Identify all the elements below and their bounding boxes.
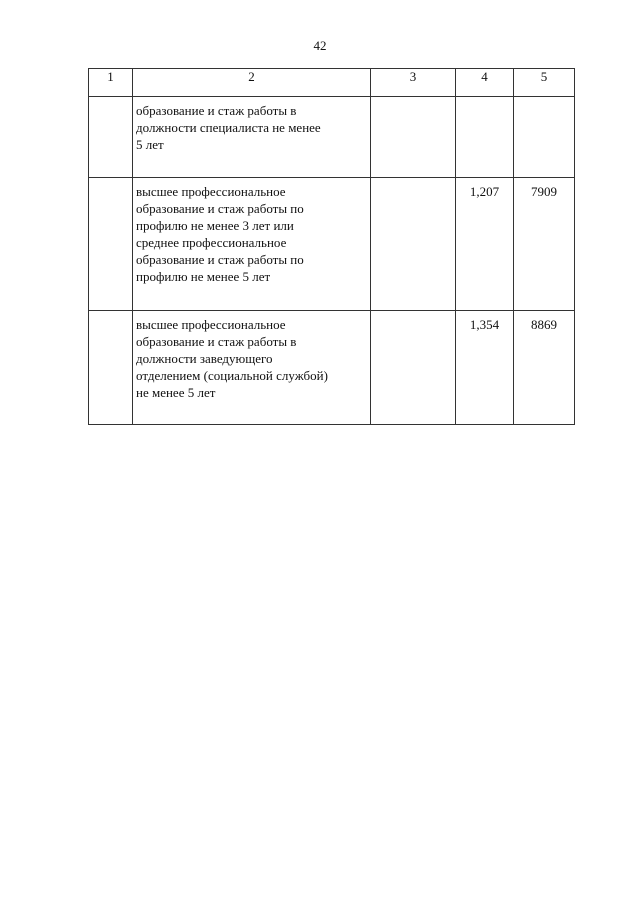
table-row	[89, 97, 575, 178]
cell-requirement	[133, 178, 371, 311]
salary-value: 8869	[531, 317, 557, 332]
header-col-5: 5	[514, 69, 575, 97]
table-row	[89, 178, 575, 311]
salary-table	[88, 68, 575, 425]
cell-coefficient	[456, 178, 514, 311]
table-header-row	[89, 69, 575, 97]
requirement-text: образование и стаж работы в должности специалиста не менее 5 лет	[136, 103, 321, 152]
cell-col-1	[89, 97, 133, 178]
header-col-2: 2	[133, 69, 371, 97]
requirement-text: высшее профессиональное образование и стаж работы в должности заведующего отделением (социальной службой) не менее 5 лет	[136, 317, 328, 400]
cell-col-3	[371, 178, 456, 311]
cell-requirement	[133, 97, 371, 178]
coefficient-value: 1,207	[469, 184, 500, 199]
cell-requirement	[133, 311, 371, 425]
cell-salary	[514, 97, 575, 178]
cell-salary	[514, 311, 575, 425]
header-col-1: 1	[89, 69, 133, 97]
table-row	[89, 311, 575, 425]
salary-value: 7909	[531, 184, 557, 199]
cell-col-1	[89, 311, 133, 425]
requirement-text: высшее профессиональное образование и стаж работы по профилю не менее 3 лет или среднее профессиональное образование и стаж работы по профилю не менее 5 лет	[136, 184, 304, 284]
cell-col-1	[89, 178, 133, 311]
cell-coefficient	[456, 97, 514, 178]
cell-col-3	[371, 311, 456, 425]
header-col-3: 3	[371, 69, 456, 97]
cell-salary	[514, 178, 575, 311]
header-col-4: 4	[456, 69, 514, 97]
cell-col-3	[371, 97, 456, 178]
coefficient-value: 1,354	[469, 317, 500, 332]
page-number: 42	[313, 38, 327, 53]
cell-coefficient	[456, 311, 514, 425]
